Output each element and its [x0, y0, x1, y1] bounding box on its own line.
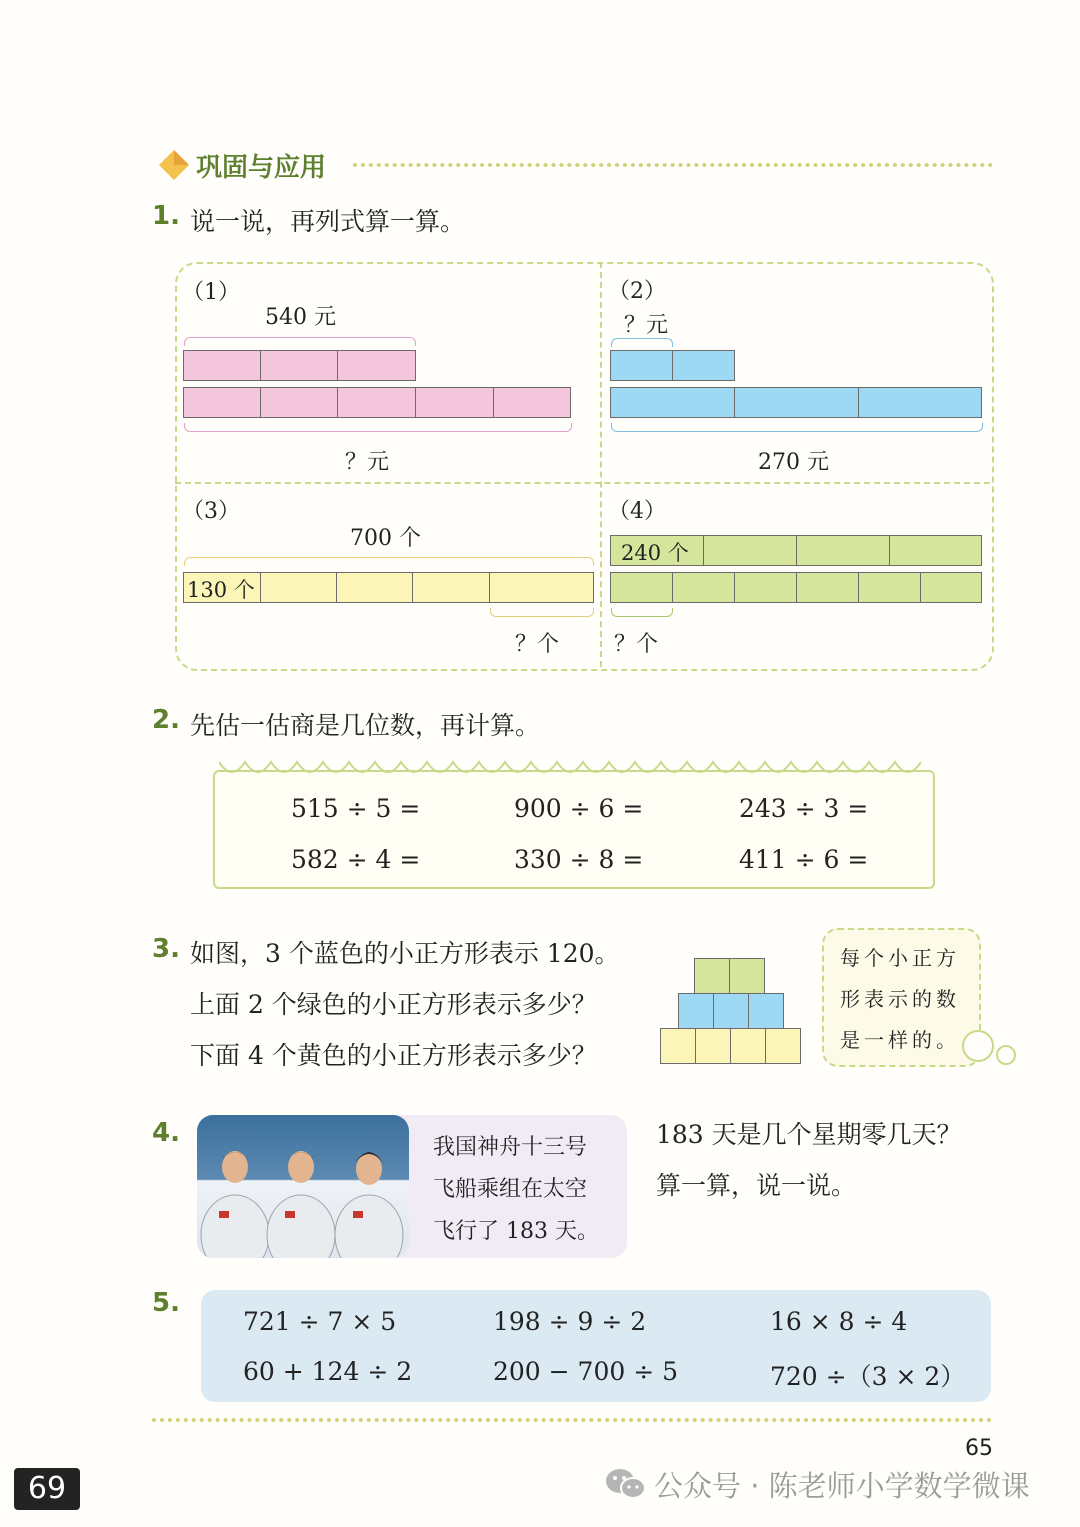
blue-square	[678, 993, 714, 1029]
bottom-divider	[152, 1418, 992, 1422]
calc-item: 721 ÷ 7 × 5	[243, 1307, 397, 1336]
scallop-edge	[219, 760, 931, 780]
q5-number: 5.	[152, 1288, 180, 1318]
q5-calc-box	[201, 1290, 991, 1402]
q4-card-line: 飞行了 183 天。	[433, 1219, 599, 1244]
bar-segment	[415, 387, 494, 418]
bubble-tail	[962, 1030, 994, 1062]
panel-label: （4）	[608, 499, 666, 524]
green-square	[694, 958, 730, 994]
yellow-square	[695, 1028, 731, 1064]
top-brace	[184, 557, 594, 566]
top-amount: 540 元	[265, 305, 336, 330]
calc-item: 900 ÷ 6 =	[514, 794, 644, 823]
bar-segment	[858, 572, 921, 603]
calc-item: 198 ÷ 9 ÷ 2	[493, 1307, 647, 1336]
bar-segment	[734, 387, 859, 418]
calc-item: 16 × 8 ÷ 4	[770, 1307, 908, 1336]
watermark: 公众号 · 陈老师小学数学微课	[654, 1469, 1030, 1503]
bar-segment	[610, 350, 673, 381]
hint-line: 形表示的数	[840, 987, 960, 1011]
q4-question-line: 算一算，说一说。	[656, 1171, 857, 1200]
page-tag: 69	[14, 1468, 80, 1510]
panel-label: （1）	[182, 280, 240, 305]
bar-segment	[493, 387, 571, 418]
bar-segment	[260, 387, 338, 418]
unknown-amount: ？个	[515, 632, 560, 657]
bar-segment	[412, 572, 490, 603]
astronaut-photo	[197, 1115, 409, 1258]
q3-line-2: 上面 2 个绿色的小正方形表示多少？	[190, 990, 597, 1019]
q4-question-line: 183 天是几个星期零几天？	[656, 1120, 962, 1149]
q2-calc-box	[213, 770, 935, 889]
section-title: 巩固与应用	[196, 153, 327, 183]
hint-line: 是一样的。	[840, 1028, 960, 1052]
first-seg-label: 130 个	[187, 578, 255, 602]
q4-number: 4.	[152, 1118, 180, 1148]
q2-number: 2.	[152, 705, 180, 735]
bottom-brace	[184, 423, 572, 432]
section-header	[158, 145, 993, 185]
q1-text: 说一说，再列式算一算。	[190, 207, 466, 236]
bar-segment	[337, 350, 416, 381]
bar-segment	[183, 387, 261, 418]
calc-item: 411 ÷ 6 =	[739, 845, 869, 874]
grid-divider-vertical	[600, 262, 602, 667]
bar-segment	[796, 572, 859, 603]
q1-number: 1.	[152, 201, 180, 231]
hint-line: 每个小正方	[840, 946, 960, 970]
q4-card-line: 我国神舟十三号	[433, 1135, 588, 1160]
bottom-amount: ？元	[345, 450, 390, 475]
calc-item: 200 − 700 ÷ 5	[493, 1357, 679, 1386]
bar-segment-first	[610, 535, 704, 566]
bar-segment	[260, 350, 338, 381]
hint-bubble	[822, 928, 981, 1067]
wechat-icon	[604, 1466, 648, 1502]
yellow-square	[765, 1028, 801, 1064]
bar-segment	[920, 572, 982, 603]
calc-item: 243 ÷ 3 =	[739, 794, 869, 823]
bar-segment	[858, 387, 982, 418]
bar-segment	[889, 535, 982, 566]
panel-label: （3）	[182, 499, 240, 524]
bar-segment	[260, 572, 337, 603]
yellow-square	[730, 1028, 766, 1064]
bar-segment	[336, 572, 413, 603]
grid-divider-horizontal	[175, 482, 990, 484]
panel-label: （2）	[608, 279, 666, 304]
diamond-icon	[158, 149, 190, 181]
bar-segment	[672, 350, 735, 381]
blue-square	[713, 993, 749, 1029]
calc-item: 60 + 124 ÷ 2	[243, 1357, 413, 1386]
bar-segment	[703, 535, 797, 566]
green-square	[729, 958, 765, 994]
calc-item: 720 ÷（3 × 2）	[770, 1362, 966, 1391]
q3-number: 3.	[152, 934, 180, 964]
total-amount: 700 个	[350, 526, 421, 551]
first-seg-label: 240 个	[621, 541, 689, 565]
q3-line-3: 下面 4 个黄色的小正方形表示多少？	[190, 1041, 597, 1070]
top-amount: ？元	[624, 313, 669, 338]
q2-text: 先估一估商是几位数，再计算。	[190, 711, 541, 740]
top-brace	[611, 338, 673, 347]
astronauts-illustration	[197, 1115, 409, 1258]
blue-square	[748, 993, 784, 1029]
bar-segment	[796, 535, 890, 566]
bottom-brace	[611, 423, 983, 432]
calc-item: 582 ÷ 4 =	[291, 845, 421, 874]
q4-card-line: 飞船乘组在太空	[433, 1177, 588, 1202]
bottom-amount: 270 元	[758, 450, 829, 475]
bar-segment	[183, 350, 261, 381]
calc-item: 330 ÷ 8 =	[514, 845, 644, 874]
unknown-amount: ？个	[614, 632, 659, 657]
bar-segment	[734, 572, 797, 603]
bar-segment	[610, 387, 735, 418]
divider	[353, 163, 993, 167]
page-number: 65	[965, 1436, 993, 1461]
bottom-brace	[611, 608, 673, 617]
bar-segment	[489, 572, 594, 603]
bar-segment	[672, 572, 735, 603]
bottom-brace	[490, 608, 594, 617]
calc-item: 515 ÷ 5 =	[291, 794, 421, 823]
bar-segment-first	[183, 572, 261, 603]
bar-segment	[337, 387, 416, 418]
q3-line-1: 如图，3 个蓝色的小正方形表示 120。	[190, 939, 620, 968]
bubble-tail	[996, 1045, 1016, 1065]
top-brace	[184, 337, 416, 346]
bar-segment	[610, 572, 673, 603]
yellow-square	[660, 1028, 696, 1064]
